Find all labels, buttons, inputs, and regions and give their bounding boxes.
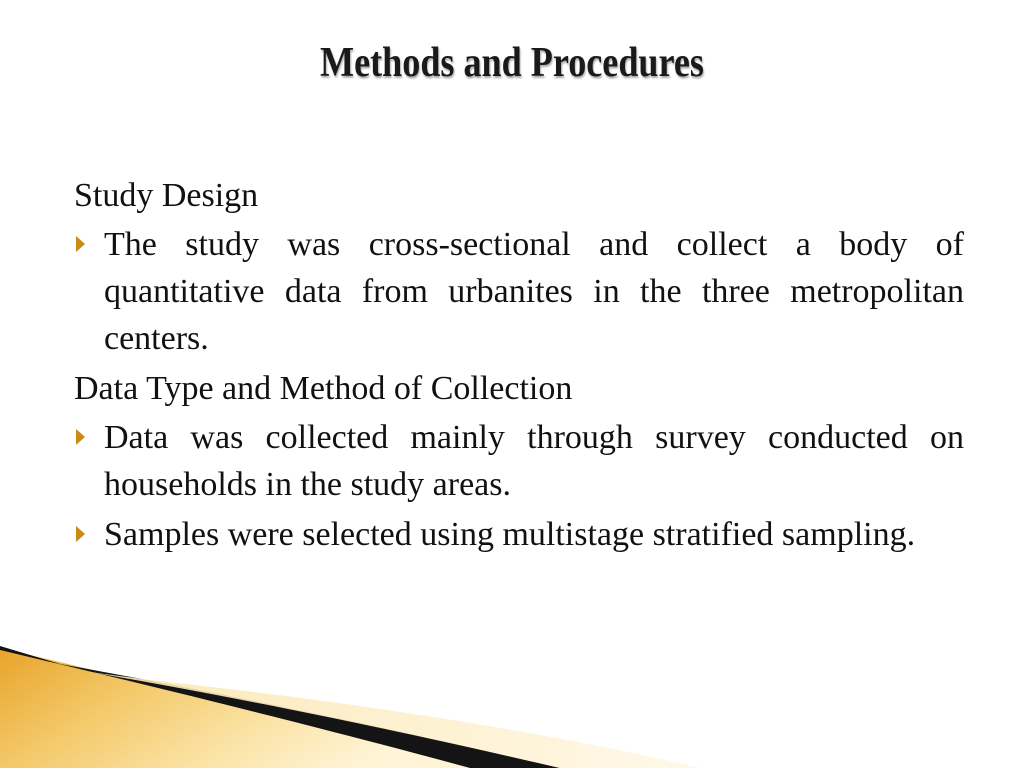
section-heading-study-design: Study Design (74, 177, 259, 214)
triangle-bullet-icon (76, 429, 85, 445)
bullet-text: Data was collected mainly through survey conducted on households in the study areas. (104, 419, 964, 503)
section-heading-data-type: Data Type and Method of Collection (74, 370, 573, 407)
bullet-item (74, 221, 964, 362)
bullet-text: The study was cross-sectional and collect a body of quantitative data from urbanites in the three metropolitan centers. (104, 226, 964, 357)
triangle-bullet-icon (76, 526, 85, 542)
bullet-item (74, 511, 964, 558)
bullet-item (74, 414, 964, 508)
bullet-text: Samples were selected using multistage stratified sampling. (104, 516, 916, 553)
slide-title: Methods and Procedures (320, 40, 704, 86)
triangle-bullet-icon (76, 236, 85, 252)
slide-body (74, 172, 964, 561)
